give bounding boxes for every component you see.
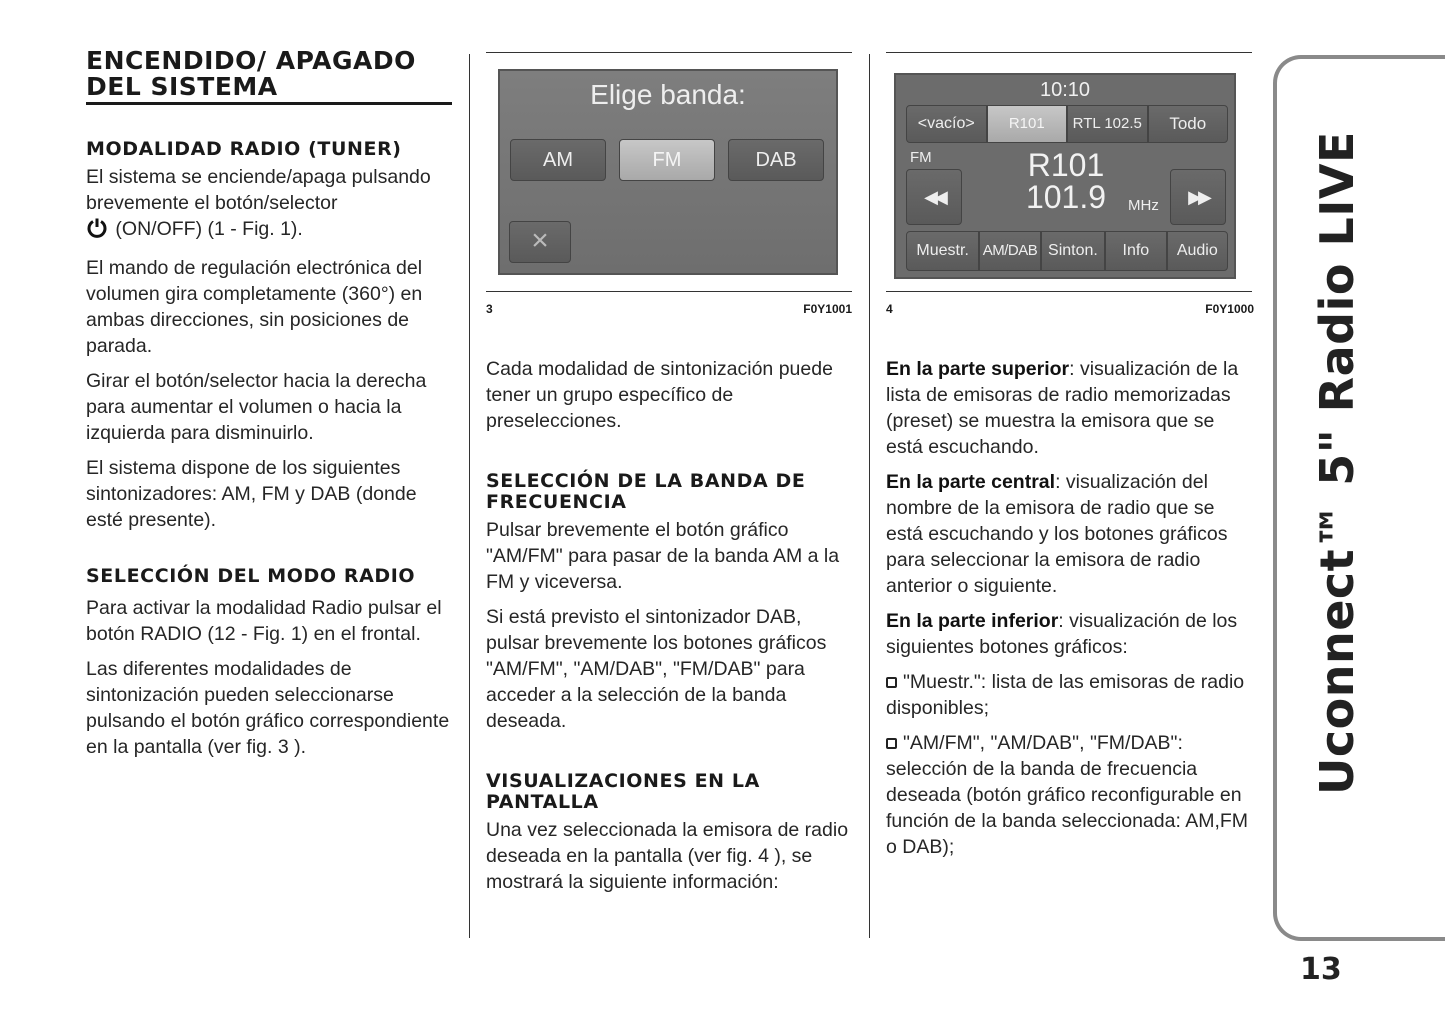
figure-caption	[886, 302, 1254, 318]
paragraph-text: (ON/OFF) (1 - Fig. 1).	[115, 218, 303, 240]
paragraph: Para activar la modalidad Radio pulsar el botón RADIO (12 - Fig. 1) en el frontal.	[86, 597, 442, 645]
section-title-tuner: MODALIDAD RADIO (TUNER)	[86, 138, 402, 160]
paragraph: Cada modalidad de sintonización puede tener un grupo específico de preselecciones.	[486, 358, 833, 432]
fm-button[interactable]: FM	[619, 139, 715, 181]
band-label: FM	[910, 149, 932, 166]
bullet-item	[886, 730, 1254, 860]
main-heading-block	[86, 48, 452, 105]
column-2	[486, 52, 852, 904]
power-icon	[86, 217, 110, 246]
bold-term: En la parte inferior	[886, 610, 1059, 632]
figure-3	[486, 52, 852, 292]
paragraph	[886, 356, 1254, 460]
paragraph: El mando de regulación electrónica del volumen gira completamente (360°) en ambas direcciones, sin posiciones de parada.	[86, 257, 423, 357]
figure-number: 4	[886, 302, 893, 316]
bullet-square-icon	[886, 738, 897, 749]
tune-button[interactable]: Sinton.	[1041, 231, 1105, 271]
band-select-screen	[498, 69, 838, 275]
preset-button[interactable]: <vacío>	[906, 105, 987, 143]
figure-code: F0Y1001	[803, 302, 852, 316]
column-1	[86, 48, 454, 769]
station-name: R101	[1027, 147, 1105, 183]
main-heading: ENCENDIDO/ APAGADO DEL SISTEMA	[86, 46, 416, 101]
paragraph	[886, 608, 1254, 660]
preset-button[interactable]: Todo	[1148, 105, 1229, 143]
chapter-title: Uconnect™ 5" Radio LIVE	[1310, 131, 1364, 795]
figure-caption	[486, 302, 852, 318]
section-title-band: SELECCIÓN DE LA BANDA DE FRECUENCIA	[486, 470, 806, 513]
preset-bar	[906, 105, 1228, 143]
paragraph: Pulsar brevemente el botón gráfico "AM/FM" para pasar de la banda AM a la FM y viceversa.	[486, 519, 840, 593]
band-toggle-button[interactable]: AM/DAB	[979, 231, 1040, 271]
bullet-text: "Muestr.": lista de las emisoras de radio disponibles;	[886, 671, 1245, 719]
info-button[interactable]: Info	[1105, 231, 1166, 271]
audio-button[interactable]: Audio	[1167, 231, 1228, 271]
paragraph: Una vez seleccionada la emisora de radio deseada en la pantalla (ver fig. 4 ), se mostrará la siguiente información:	[486, 819, 849, 893]
paragraph: El sistema dispone de los siguientes sintonizadores: AM, FM y DAB (donde esté presente).	[86, 457, 417, 531]
bullet-text: "AM/FM", "AM/DAB", "FM/DAB": selección de la banda de frecuencia deseada (botón gráfico reconfigurable en función de la banda seleccionada: AM,FM o DAB);	[886, 732, 1249, 858]
section-title-display: VISUALIZACIONES EN LA PANTALLA	[486, 770, 760, 813]
bullet-item	[886, 669, 1254, 721]
next-station-button[interactable]: ▶▶	[1170, 169, 1226, 225]
clock: 10:10	[1039, 79, 1091, 101]
previous-station-button[interactable]: ◀◀	[906, 169, 962, 225]
figure-4	[886, 52, 1252, 292]
paragraph: Girar el botón/selector hacia la derecha para aumentar el volumen o hacia la izquierda para disminuirlo.	[86, 370, 427, 444]
frequency-unit: MHz	[1128, 197, 1159, 214]
bullet-square-icon	[886, 677, 897, 688]
frequency: 101.9	[1025, 179, 1107, 215]
column-divider	[869, 54, 870, 938]
paragraph-text: El sistema se enciende/apaga pulsando brevemente el botón/selector	[86, 166, 431, 214]
paragraph-text: : visualización de la lista de emisoras de radio memorizadas (preset) se muestra la emisora que se está escuchando.	[886, 358, 1239, 458]
radio-screen	[894, 73, 1236, 279]
list-button[interactable]: Muestr.	[906, 231, 979, 271]
preset-button[interactable]: R101	[987, 105, 1068, 143]
column-3	[886, 52, 1254, 869]
paragraph-text: : visualización de los siguientes botones gráficos:	[886, 610, 1238, 658]
page-number: 13	[1300, 952, 1342, 987]
dab-button[interactable]: DAB	[728, 139, 824, 181]
bold-term: En la parte central	[886, 471, 1056, 493]
paragraph	[886, 469, 1254, 599]
preset-button[interactable]: RTL 102.5	[1067, 105, 1148, 143]
section-title-radio-mode: SELECCIÓN DEL MODO RADIO	[86, 565, 416, 587]
paragraph	[86, 164, 454, 246]
figure-number: 3	[486, 302, 493, 316]
figure-code: F0Y1000	[1205, 302, 1254, 316]
screen-title: Elige banda:	[590, 79, 746, 110]
column-divider	[469, 54, 470, 938]
function-bar	[906, 231, 1228, 271]
close-button[interactable]: ×	[509, 221, 571, 263]
paragraph: Si está previsto el sintonizador DAB, pulsar brevemente los botones gráficos "AM/FM", "AM/DAB", "FM/DAB" para acceder a la selección de la banda deseada.	[486, 606, 827, 732]
am-button[interactable]: AM	[510, 139, 606, 181]
paragraph-text: : visualización del nombre de la emisora de radio que se está escuchando y los botones gráficos para seleccionar la emisora de radio anterior o siguiente.	[886, 471, 1228, 597]
bold-term: En la parte superior	[886, 358, 1070, 380]
paragraph: Las diferentes modalidades de sintonización pueden seleccionarse pulsando el botón gráfico correspondiente en la pantalla (ver fig. 3 ).	[86, 658, 450, 758]
